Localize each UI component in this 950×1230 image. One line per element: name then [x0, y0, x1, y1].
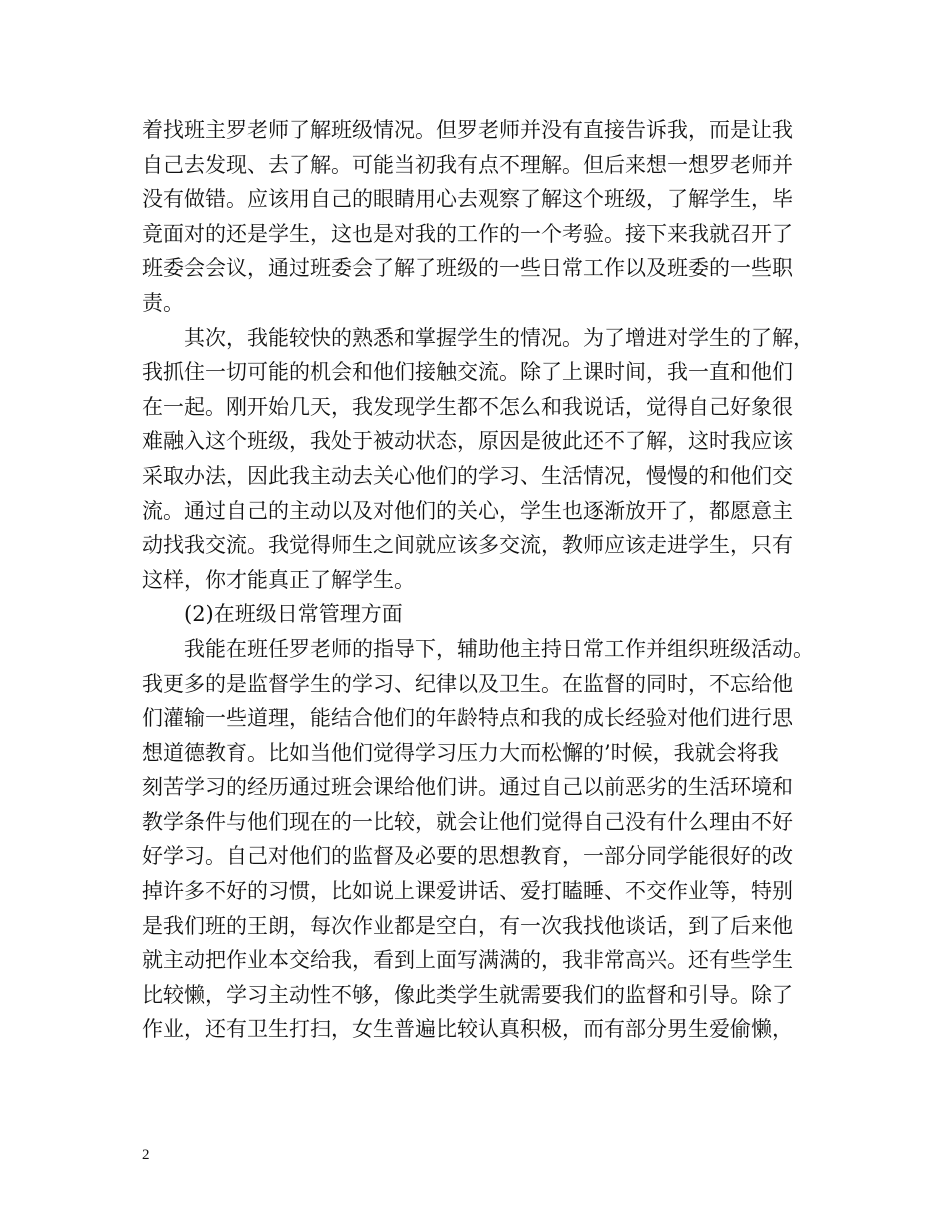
- text-line: 这样，你才能真正了解学生。: [142, 567, 415, 592]
- text-line: 教学条件与他们现在的一比较，就会让他们觉得自己没有什么理由不好: [142, 809, 793, 834]
- text-line: 就主动把作业本交给我，看到上面写满满的，我非常高兴。还有些学生: [142, 948, 793, 973]
- section-heading: (2)在班级日常管理方面: [184, 602, 403, 627]
- text-line: 着找班主罗老师了解班级情况。但罗老师并没有直接告诉我，而是让我: [142, 118, 793, 142]
- text-line: 们灌输一些道理，能结合他们的年龄特点和我的成长经验对他们进行思: [142, 706, 793, 731]
- page-number: 2: [142, 1147, 150, 1163]
- text-line: 班委会会议，通过班委会了解了班级的一些日常工作以及班委的一些职: [142, 256, 793, 281]
- text-line: 比较懒，学习主动性不够，像此类学生就需要我们的监督和引导。除了: [142, 982, 793, 1007]
- text-line: 想道德教育。比如当他们觉得学习压力大而松懈的’时候，我就会将我: [142, 740, 779, 765]
- text-line: 动找我交流。我觉得师生之间就应该多交流，教师应该走进学生，只有: [142, 533, 793, 558]
- text-line: 采取办法，因此我主动去关心他们的学习、生活情况，慢慢的和他们交: [142, 463, 793, 488]
- paragraph-first-line: 其次，我能较快的熟悉和掌握学生的情况。为了增进对学生的了解，: [184, 325, 814, 350]
- body-text: [142, 113, 832, 1047]
- text-line: 作业，还有卫生打扫，女生普遍比较认真积极，而有部分男生爱偷懒，: [142, 1017, 793, 1042]
- text-line: 自己去发现、去了解。可能当初我有点不理解。但后来想一想罗老师并: [142, 152, 793, 177]
- text-line: 我抓住一切可能的机会和他们接触交流。除了上课时间，我一直和他们: [142, 360, 793, 385]
- text-line: 责。: [142, 290, 184, 315]
- text-line: 是我们班的王朗，每次作业都是空白，有一次我找他谈话，到了后来他: [142, 913, 793, 938]
- text-line: 我更多的是监督学生的学习、纪律以及卫生。在监督的同时，不忘给他: [142, 671, 793, 696]
- text-line: 竟面对的还是学生，这也是对我的工作的一个考验。接下来我就召开了: [142, 221, 793, 246]
- text-line: 在一起。刚开始几天，我发现学生都不怎么和我说话，觉得自己好象很: [142, 394, 793, 419]
- text-line: 刻苦学习的经历通过班会课给他们讲。通过自己以前恶劣的生活环境和: [142, 775, 793, 800]
- text-line: 流。通过自己的主动以及对他们的关心，学生也逐渐放开了，都愿意主: [142, 498, 793, 523]
- text-line: 难融入这个班级，我处于被动状态，原因是彼此还不了解，这时我应该: [142, 429, 793, 454]
- text-line: 好学习。自己对他们的监督及必要的思想教育，一部分同学能很好的改: [142, 844, 793, 869]
- paragraph-first-line: 我能在班任罗老师的指导下，辅助他主持日常工作并组织班级活动。: [184, 636, 814, 661]
- text-line: 没有做错。应该用自己的眼睛用心去观察了解这个班级，了解学生，毕: [142, 187, 793, 212]
- text-line: 掉许多不好的习惯，比如说上课爱讲话、爱打瞌睡、不交作业等，特别: [142, 879, 793, 904]
